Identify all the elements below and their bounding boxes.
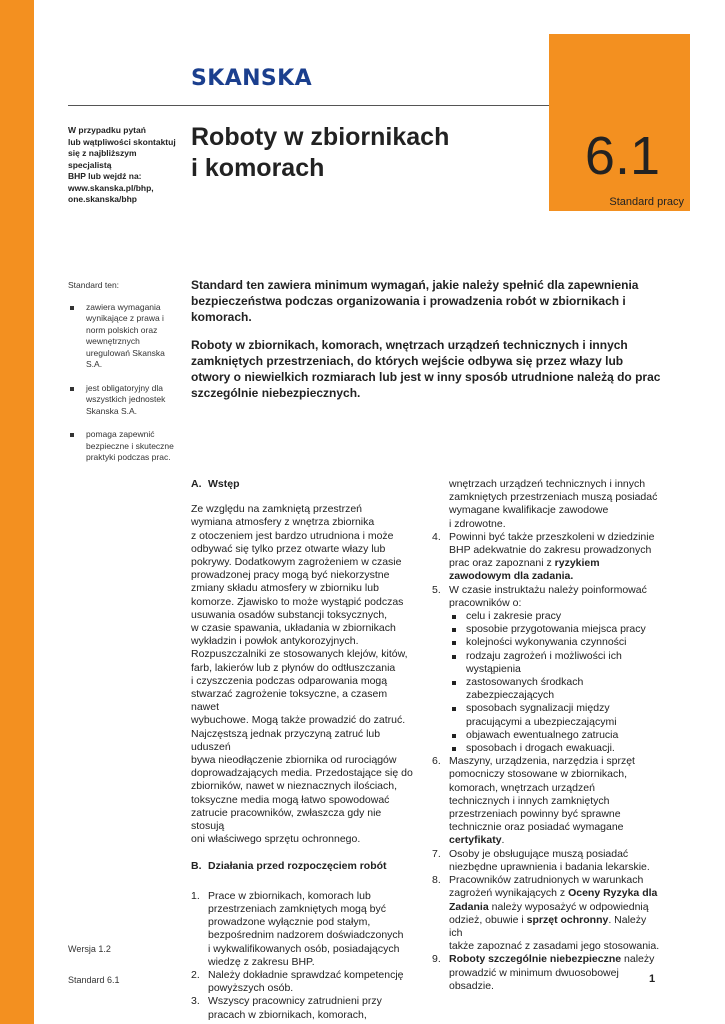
list-item: 9. Roboty szczególnie niebezpieczne należy prowadzić w minimum dwuosobowej obsadzie. [432, 953, 655, 992]
list-item: 7. Osoby je obsługujące muszą posiadać niezbędne uprawnienia i badania lekarskie. [432, 847, 650, 873]
intro-text [191, 277, 661, 413]
contact-note: W przypadku pytań lub wątpliwości skontaktuj się z najbliższym specjalistą BHP lub wejdź na: www.skanska.pl/bhp, one.skanska/bhp [68, 125, 180, 206]
list-item: 4. Powinni być także przeszkoleni w dziedzinie BHP adekwatnie do zakresu prowadzonych prac oraz zapoznani z ryzykiem zawodowym dla zadania. [432, 530, 655, 583]
list-item: 5. W czasie instruktażu należy poinformować pracowników o: celu i zakresie pracy sposobie przygotowania miejsca pracy kolejności wykonywania czynności rodzaju zagrożeń i możliwości ich wystąpienia zastosowanych środkach zabezpieczających sposobach sygnalizacji między pracującymi a ubezpieczającymi objawach ewentualnego zatrucia sposobach i drogach ewakuacji. [432, 584, 662, 756]
list-item-continuation: wnętrzach urządzeń technicznych i innych zamkniętych przestrzeniach muszą posiadać wymagane kwalifikacje zawodowe i zdrowotne. [449, 478, 658, 530]
sidebar-item: zawiera wymagania wynikające z prawa i norm polskich oraz wewnętrznych uregulowań Skanska S.A. [68, 302, 183, 371]
footer-standard-label: Standard 6.1 [68, 975, 120, 985]
sub-list-item: zastosowanych środkach zabezpieczających [449, 676, 662, 702]
intro-paragraph: Roboty w zbiornikach, komorach, wnętrzach urządzeń technicznych i innych zamkniętych przestrzeniach, do których wejście odbywa się przez włazy lub otwory o niewielkich rozmiarach lub jest w inny sposób utrudnione należą do prac szczególnie niebezpiecznych. [191, 338, 661, 400]
section-a-text: Ze względu na zamkniętą przestrzeń wymiana atmosfery z wnętrza zbiornika z otoczeniem jest bardzo utrudniona i może odbywać się tylko przez otwarte włazy lub pokrywy. Dodatkowym zagrożeniem w czasie prowadzonej pracy mogą być niekorzystne zmiany składu atmosfery w zbiorniku lub komorze. Zjawisko to może wystąpić podczas usuwania osadów substancji toksycznych, w czasie spawania, układania w zbiornikach wykładzin i powłok antykorozyjnych. Rozpuszczalniki ze stosowanych klejów, kitów, farb, lakierów lub z płynów do odtłuszczania i czyszczenia podczas odparowania mogą stwarzać zagrożenie toksyczne, a czasem nawet wybuchowe. Mogą także prowadzić do zatruć. Najczęstszą jednak przyczyną zatruć lub uduszeń bywa nieodłączenie zbiornika od rurociągów doprowadzających media. Przedostające się do zbiorników, nawet w nieznacznych ilościach, toksyczne media mogą łatwo spowodować zatrucie pracowników, zwłaszcza gdy nie stosują oni właściwego sprzętu ochronnego. [191, 503, 413, 846]
section-a-heading: A. Wstęp [191, 478, 240, 490]
left-accent-bar [0, 0, 34, 1024]
sub-list-item: sposobie przygotowania miejsca pracy [449, 623, 662, 636]
left-column [191, 478, 416, 1022]
list-item: 1. Prace w zbiornikach, komorach lub przestrzeniach zamkniętych mogą być prowadzone wyłącznie pod stałym, bezpośrednim nadzorem doświadczonych i wykwalifikowanych osób, posiadających wiedzę z zakresu BHP. [191, 889, 404, 968]
intro-paragraph: Standard ten zawiera minimum wymagań, jakie należy spełnić dla zapewnienia bezpieczeństwa podczas organizowania i prowadzenia robót w zbiornikach i komorach. [191, 278, 639, 324]
sidebar-item: jest obligatoryjny dla wszystkich jednostek Skanska S.A. [68, 383, 183, 418]
sub-list-item: kolejności wykonywania czynności [449, 636, 662, 649]
standard-label: Standard pracy [609, 196, 684, 208]
sub-list-item: rodzaju zagrożeń i możliwości ich wystąpienia [449, 650, 662, 676]
right-column [432, 478, 662, 993]
contact-link[interactable]: one.skanska/bhp [68, 194, 137, 204]
sub-list-item: sposobach i drogach ewakuacji. [449, 742, 662, 755]
standard-badge [549, 34, 690, 211]
standard-number: 6.1 [584, 126, 660, 186]
list-item: 6. Maszyny, urządzenia, narzędzia i sprzęt pomocniczy stosowane w zbiornikach, komorach, wnętrzach urządzeń technicznych i innych zamkniętych przestrzeniach powinny być sprawne technicznie oraz posiadać wymagane certyfikaty. [432, 755, 635, 847]
list-item: 3. Wszyscy pracownicy zatrudnieni przy pracach w zbiornikach, komorach, [191, 995, 382, 1021]
skanska-logo: SKANSKA [191, 66, 313, 91]
section-b-heading: B. Działania przed rozpoczęciem robót [191, 860, 387, 873]
list-item: 2. Należy dokładnie sprawdzać kompetencję powyższych osób. [191, 968, 404, 995]
sidebar-notes [68, 280, 183, 476]
page-title: Roboty w zbiornikach i komorach [191, 123, 450, 182]
sub-list-item: objawach ewentualnego zatrucia [449, 729, 662, 742]
sidebar-item: pomaga zapewnić bezpieczne i skuteczne praktyki podczas prac. [68, 429, 183, 464]
page-number: 1 [649, 973, 656, 985]
sub-list-item: celu i zakresie pracy [449, 610, 662, 623]
contact-link[interactable]: www.skanska.pl/bhp, [68, 182, 154, 193]
list-item: 8. Pracowników zatrudnionych w warunkach zagrożeń wynikających z Oceny Ryzyka dla Zadania należy wyposażyć w odpowiednią odzież, obuwie i sprzęt ochronny. Należy ich także zapoznać z zasadami jego stosowania. [432, 874, 660, 953]
sidebar-heading: Standard ten: [68, 280, 120, 290]
version-label: Wersja 1.2 [68, 944, 111, 954]
sub-list-item: sposobach sygnalizacji między pracującymi a ubezpieczającymi [449, 702, 662, 728]
